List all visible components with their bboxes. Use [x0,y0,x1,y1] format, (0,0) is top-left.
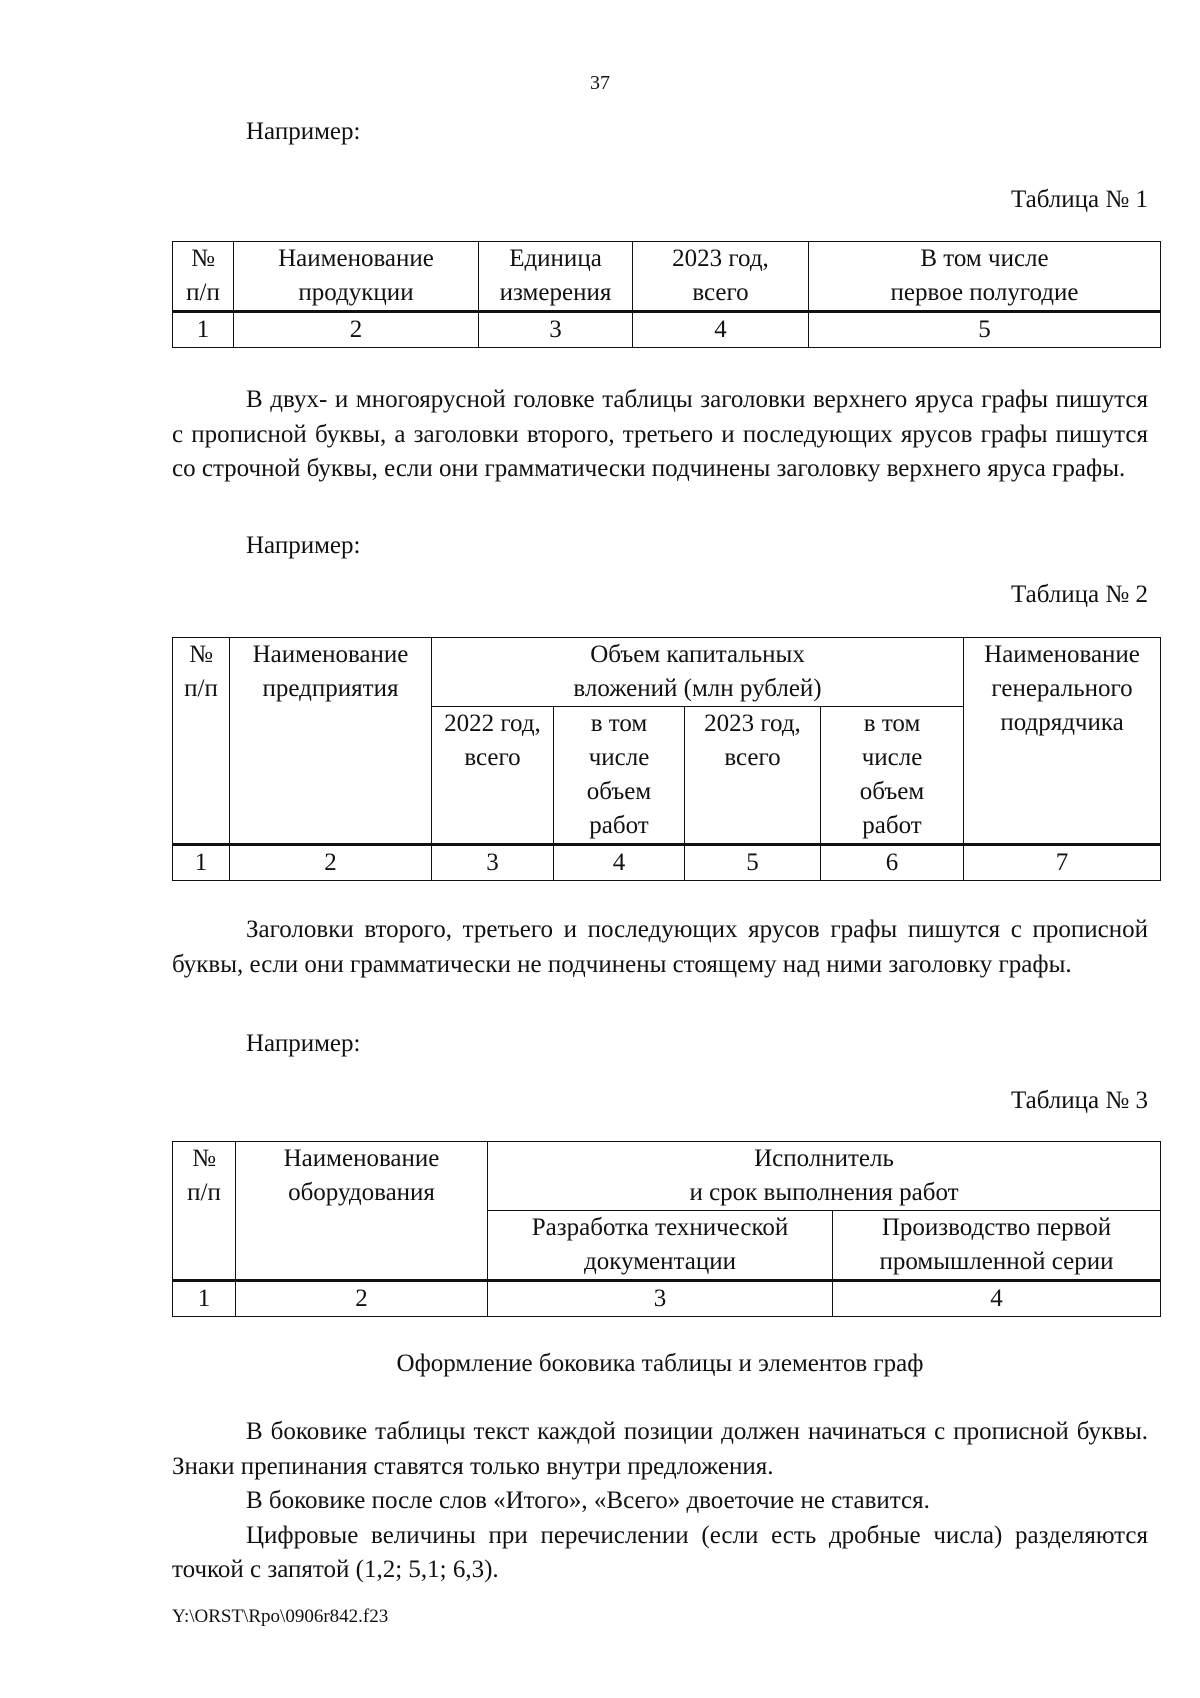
table-3 [172,1141,1161,1317]
header-cell: Наименование предприятия [230,638,432,845]
subheader-cell: 2022 год, всего [432,707,554,845]
number-cell: 7 [964,845,1161,881]
table-1-caption: Таблица № 1 [1010,186,1148,213]
table-1 [172,241,1161,348]
number-cell: 6 [821,845,964,881]
numbering-row [173,312,1161,348]
header-cell: В том числе первое полугодие [809,242,1161,312]
file-path-footer: Y:\ORST\Rpo\0906r842.f23 [172,1606,389,1627]
header-cell: 2023 год, всего [633,242,809,312]
table-2 [172,637,1161,881]
example-label: Например: [246,1030,361,1057]
number-cell: 1 [173,1281,236,1317]
header-cell: Единица измерения [479,242,633,312]
header-group-cell: Объем капитальных вложений (млн рублей) [432,638,964,707]
number-cell: 2 [236,1281,488,1317]
paragraph-3 [172,1415,1148,1588]
number-cell: 3 [488,1281,833,1317]
header-cell: Наименование продукции [234,242,479,312]
paragraph-text: В двух- и многоярусной головке таблицы заголовки верхнего яруса графы пишутся с прописной буквы, а заголовки второго, третьего и последующих ярусов графы пишутся со строчной буквы, если они грамматически подчинены заголовку верхнего яруса графы. [172,386,1148,482]
number-cell: 4 [554,845,685,881]
numbering-row [173,1281,1161,1317]
number-cell: 3 [432,845,554,881]
number-cell: 1 [173,312,234,348]
paragraph-1 [172,383,1148,487]
page-number: 37 [590,72,610,94]
table-2-caption: Таблица № 2 [1010,581,1148,608]
number-cell: 5 [809,312,1161,348]
header-group-cell: Исполнитель и срок выполнения работ [488,1142,1161,1211]
numbering-row [173,845,1161,881]
example-label: Например: [246,532,361,559]
table-header-row [173,242,1161,312]
table-header-row [173,638,1161,707]
subheader-cell: 2023 год, всего [685,707,821,845]
header-cell: Наименование оборудования [236,1142,488,1281]
number-cell: 4 [633,312,809,348]
number-cell: 4 [833,1281,1161,1317]
header-cell: № п/п [173,242,234,312]
number-cell: 2 [234,312,479,348]
header-cell: № п/п [173,638,230,845]
subheader-cell: в том числе объем работ [554,707,685,845]
paragraph-text: Заголовки второго, третьего и последующих ярусов графы пишутся с прописной буквы, если они грамматически не подчинены стоящему над ними заголовку графы. [172,916,1148,978]
paragraph-text: В боковике таблицы текст каждой позиции должен начинаться с прописной буквы. Знаки препинания ставятся только внутри предложения. [172,1418,1148,1480]
table-header-row [173,1142,1161,1211]
subheader-cell: Производство первой промышленной серии [833,1211,1161,1281]
number-cell: 1 [173,845,230,881]
paragraph-text: В боковике после слов «Итого», «Всего» двоеточие не ставится. [246,1487,930,1514]
section-title: Оформление боковика таблицы и элементов граф [396,1350,924,1377]
example-label: Например: [246,118,361,145]
subheader-cell: Разработка технической документации [488,1211,833,1281]
number-cell: 5 [685,845,821,881]
paragraph-2 [172,913,1148,982]
header-cell: Наименование генерального подрядчика [964,638,1161,845]
number-cell: 3 [479,312,633,348]
number-cell: 2 [230,845,432,881]
paragraph-text: Цифровые величины при перечислении (если есть дробные числа) разделяются точкой с запятой (1,2; 5,1; 6,3). [172,1521,1148,1583]
table-3-caption: Таблица № 3 [1010,1087,1148,1114]
header-cell: № п/п [173,1142,236,1281]
subheader-cell: в том числе объем работ [821,707,964,845]
